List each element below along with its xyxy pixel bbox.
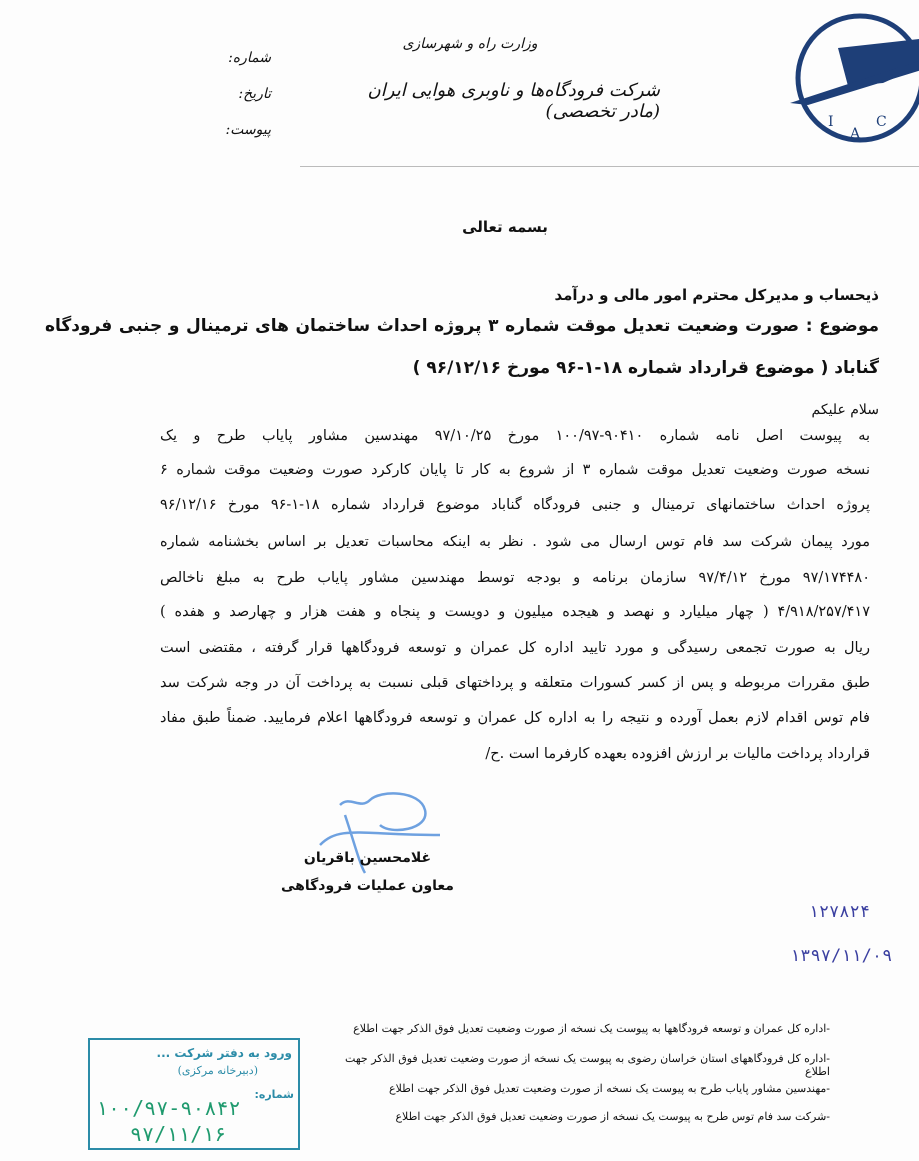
stamp-line-1: ورود به دفتر شرکت ...	[156, 1046, 292, 1060]
cc-item: -اداره کل فرودگاههای استان خراسان رضوی به پیوست یک نسخه از صورت وضعیت تعدیل فوق الذکر جهت اطلاع	[345, 1052, 830, 1078]
cc-item: -اداره کل عمران و توسعه فرودگاهها به پیوست یک نسخه از صورت وضعیت تعدیل فوق الذکر جهت اطلاع	[353, 1022, 830, 1035]
signatory-name: غلامحسین باقریان	[303, 850, 432, 866]
stamp-number: ۱۰۰/۹۷-۹۰۸۴۲	[96, 1096, 241, 1120]
body-line: فام توس اقدام لازم بعمل آورده و نتیجه را به اداره کل عمران و توسعه فرودگاهها اعلام فرمایید. ضمناً طبق مفاد	[160, 710, 870, 726]
ministry-name: وزارت راه و شهرسازی	[402, 36, 538, 52]
body-line: پروژه احداث ساختمانهای ترمینال و جنبی فرودگاه گناباد موضوع قرارداد شماره ۱۸-۱-۹۶ مورخ ۹۶/۱۲/۱۶	[160, 497, 870, 513]
stamp-date: ۹۷/۱۱/۱۶	[130, 1122, 227, 1146]
addressee: ذیحساب و مدیرکل محترم امور مالی و درآمد	[554, 286, 879, 304]
stamp-number-label: شماره:	[254, 1088, 294, 1101]
subject-line-2: گناباد ( موضوع قرارداد شماره ۱۸-۱-۹۶ مورخ ۹۶/۱۲/۱۶ )	[412, 358, 879, 378]
attachment-label: پیوست:	[225, 122, 271, 138]
signatory-title: معاون عملیات فرودگاهی	[281, 878, 454, 894]
body-line: مورد پیمان شرکت سد فام توس ارسال می شود . نظر به اینکه محاسبات تعدیل بر اساس بخشنامه شماره	[160, 534, 870, 550]
greeting: سلام علیکم	[811, 402, 879, 418]
cc-item: -شرکت سد فام توس طرح به پیوست یک نسخه از صورت وضعیت تعدیل فوق الذکر جهت اطلاع	[395, 1110, 830, 1123]
basmala: بسمه تعالی	[462, 218, 548, 236]
body-line: قرارداد پرداخت مالیات بر ارزش افزوده بعهده کارفرما است .ح/	[485, 746, 870, 762]
receipt-stamp	[88, 1038, 300, 1150]
body-line: طبق مقررات مربوطه و پس از کسر کسورات متعلقه و پرداختهای قبلی نسبت به پرداخت آن در وجه شرکت سد	[160, 675, 870, 691]
iac-logo	[788, 8, 919, 148]
handwritten-date: ۱۳۹۷/۱۱/۰۹	[790, 946, 893, 966]
svg-text:A: A	[850, 126, 861, 142]
stamp-line-2: (دبیرخانه مرکزی)	[177, 1064, 258, 1077]
body-line: ۹۷/۱۷۴۴۸۰ مورخ ۹۷/۴/۱۲ سازمان برنامه و بودجه توسط مهندسین مشاور پایاب طرح به مبلغ ناخالص	[160, 570, 870, 586]
handwritten-number: ۱۲۷۸۲۴	[808, 902, 870, 922]
body-line: ریال به صورت تجمعی رسیدگی و مورد تایید اداره کل عمران و توسعه فرودگاهها قرار گرفته ، مقتضی است	[160, 640, 870, 656]
body-line: ۴/۹۱۸/۲۵۷/۴۱۷ ( چهار میلیارد و نهصد و هیجده میلیون و دویست و پنجاه و هفت هزار و چهارصد و هفده )	[160, 604, 870, 620]
svg-text:I: I	[828, 114, 834, 130]
date-label: تاریخ:	[238, 86, 271, 102]
cc-item: -مهندسین مشاور پایاب طرح به پیوست یک نسخه از صورت وضعیت تعدیل فوق الذکر جهت اطلاع	[389, 1082, 830, 1095]
body-line: به پیوست اصل نامه شماره ۹۰۴۱۰-۱۰۰/۹۷ مورخ ۹۷/۱۰/۲۵ مهندسین مشاور پایاب طرح و یک	[160, 428, 871, 444]
subject-line-1: موضوع : صورت وضعیت تعدیل موقت شماره ۳ پروژه احداث ساختمان های ترمینال و جنبی فرودگاه	[45, 316, 880, 336]
body-line: نسخه صورت وضعیت تعدیل موقت شماره ۳ از شروع به کار تا پایان کارکرد صورت وضعیت موقت شماره ۶	[160, 462, 870, 478]
company-name: شرکت فرودگاه‌ها و ناوبری هوایی ایران (مادر تخصصی)	[367, 80, 660, 122]
svg-text:C: C	[876, 114, 887, 130]
header-divider	[300, 166, 919, 167]
number-label: شماره:	[228, 50, 271, 66]
